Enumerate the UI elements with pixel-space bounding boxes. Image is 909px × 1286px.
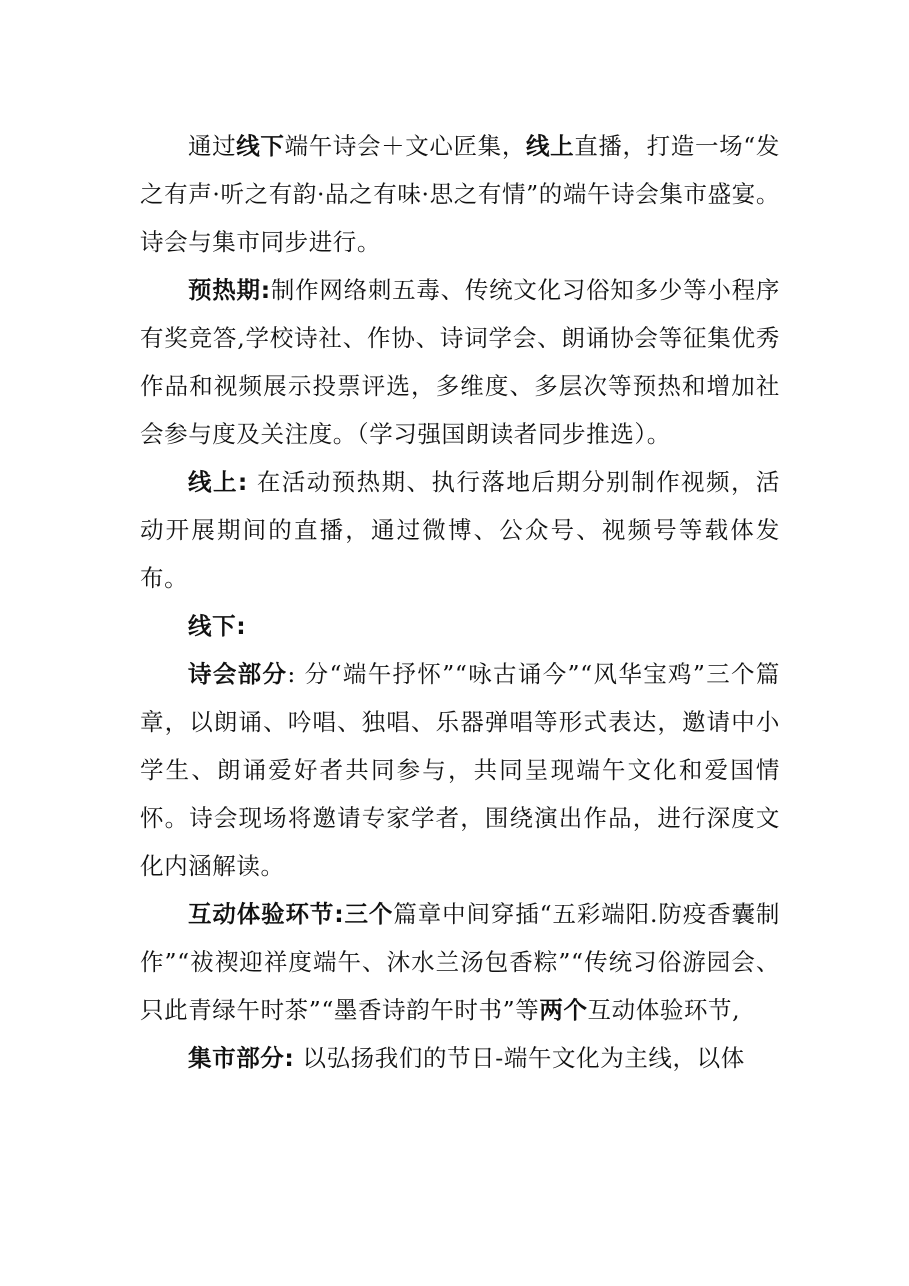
bold-text-segment: 线上 <box>525 132 575 160</box>
text-segment: : 分“端午抒怀”“咏古诵今”“风华宝鸡”三个篇章，以朗诵、吟唱、独唱、乐器弹唱等形式表达，邀请中小学生、朗诵爱好者共同参与，共同呈现端午文化和爱国情怀。诗会现场将邀请专家学者，围绕演出作品，进行深度文化内涵解读。 <box>140 660 780 880</box>
bold-text-segment: 两个 <box>539 996 588 1024</box>
bold-text-segment: 线上: <box>188 468 248 496</box>
bold-text-segment: 线下: <box>188 612 247 640</box>
bold-text-segment: 集市部分: <box>188 1044 295 1072</box>
text-segment: 直播，打造一场“发之有声·听之有韵·品之有味·思之有情”的端午诗会集市盛宴。诗会与集市同步进行。 <box>140 132 780 256</box>
paragraph <box>140 266 780 458</box>
paragraph <box>140 458 780 602</box>
text-segment: 以弘扬我们的节日-端午文化为主线，以体 <box>294 1044 745 1072</box>
text-segment: 篇章中间穿插“五彩端阳.防疫香囊制作”“祓禊迎祥度端午、沐水兰汤包香粽”“传统习俗游园会、只此青绿午时茶”“墨香诗韵午时书”等 <box>140 900 780 1024</box>
bold-text-segment: 诗会部分 <box>188 660 288 688</box>
paragraph <box>140 650 780 890</box>
text-segment: 在活动预热期、执行落地后期分别制作视频，活动开展期间的直播，通过微博、公众号、视频号等载体发布。 <box>140 468 780 592</box>
paragraph <box>140 890 780 1034</box>
paragraph <box>140 1034 780 1082</box>
bold-text-segment: 互动体验环节:三个 <box>188 900 394 928</box>
text-segment: 制作网络刺五毒、传统文化习俗知多少等小程序有奖竞答,学校诗社、作协、诗词学会、朗诵协会等征集优秀作品和视频展示投票评选，多维度、多层次等预热和增加社会参与度及关注度。（学习强国朗读者同步推选）。 <box>140 276 780 448</box>
text-segment: 端午诗会＋文心匠集， <box>284 132 526 160</box>
bold-text-segment: 预热期: <box>188 276 271 304</box>
text-segment: 通过 <box>188 132 237 160</box>
bold-text-segment: 线下 <box>236 132 285 160</box>
text-segment: 互动体验环节, <box>587 996 741 1024</box>
document-body <box>140 122 780 1082</box>
paragraph <box>140 122 780 266</box>
paragraph <box>140 602 780 650</box>
